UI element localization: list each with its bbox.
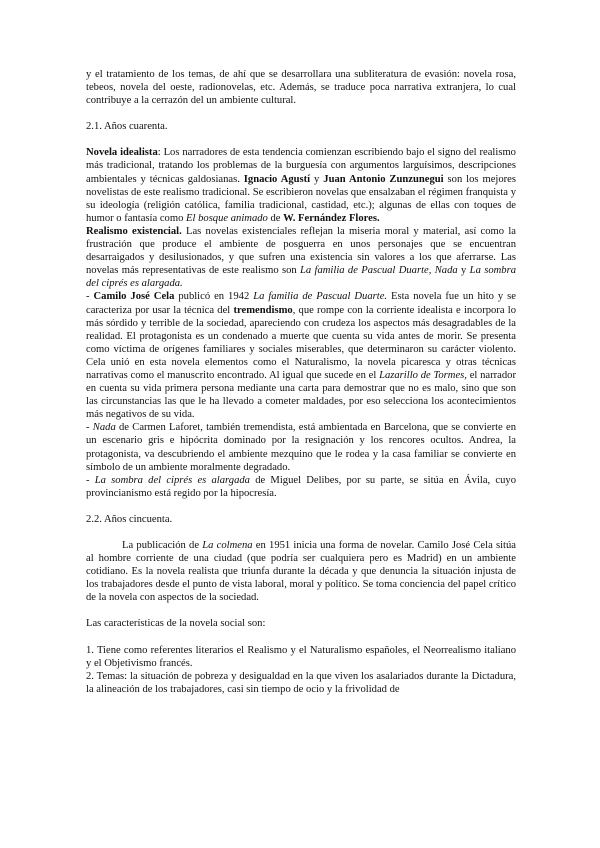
section-heading-1950s: 2.2. Años cincuenta.	[86, 513, 173, 525]
paragraph-novela-idealista	[86, 146, 516, 225]
spacer	[86, 604, 516, 617]
text-segment: : Los narradores de esta tendencia comienzan escribiendo bajo el signo del realismo más tradicional, tratando los problemas de la burguesía con argumentos larguísimos, descripciones ambientales y técnicas galdosianas.	[86, 147, 516, 185]
author-name: W. Fernández Flores.	[283, 212, 380, 224]
list-dash: -	[86, 474, 95, 486]
paragraph-realismo-existencial	[86, 225, 516, 290]
work-title: La sombra del ciprés es alargada	[94, 474, 250, 486]
list-dash: -	[86, 422, 93, 434]
text-segment: publicó en 1942	[174, 291, 254, 303]
spacer	[86, 526, 516, 539]
text-segment: La publicación de	[122, 540, 203, 551]
author-name: Camilo José Cela	[93, 291, 175, 303]
spacer	[86, 107, 516, 120]
list-item: 2. Temas: la situación de pobreza y desigualdad en la que viven los asalariados durante la Dictadura, la alineación de los trabajadores, casi sin tiempo de ocio y la frivolidad de	[86, 670, 516, 695]
work-title: La colmena	[202, 540, 253, 551]
work-title: La familia de Pascual Duarte, Nada	[300, 265, 458, 277]
text-segment: de	[267, 212, 284, 224]
text-segment: , que rompe con la corriente idealista e incorpora lo más sórdido y terrible de la sociedad, apareciendo con crudeza los aspectos más desagradables de la realidad. El protagonista es un condenado a muerte que cuenta su vida antes de morir. Se presenta como víctima de orígenes familiares y sociales miserables, que determinaron su carácter violento. Cela unió en esta novela elementos como el Naturalismo, la novela picaresca y otras técnicas narrativas como el manuscrito encontrado. Al igual que sucede en el	[86, 304, 516, 381]
paragraph-colmena	[86, 539, 516, 604]
spacer	[86, 133, 516, 146]
spacer	[86, 631, 516, 644]
work-title: La sombra del ciprés es alargada.	[86, 265, 516, 290]
text-segment: de Miguel Delibes, por su parte, se sitúa en Ávila, cuyo provincianismo está regido por la hipocresía.	[86, 474, 517, 499]
text-segment: Esta novela fue un hito y se caracteriza por usar la técnica del	[86, 291, 516, 316]
work-title: El bosque animado	[186, 212, 268, 224]
text-segment: son los mejores novelistas de este realismo tradicional. Se escribieron novelas que ensalzaban el régimen franquista y su ideología (religión católica, familia tradicional, castidad, etc.); algunas de ellas con toques de humor o fantasía como	[86, 173, 517, 224]
paragraph-nada	[86, 421, 516, 473]
text-segment: el narrador en cuenta su vida primera persona mediante una carta para demostrar que no es malo, sino que son las circunstancias las que le ha llevado a cometer maldades, por eso selecciona los acontecimientos más negativos de su vida.	[86, 369, 516, 421]
work-title: Nada	[92, 422, 116, 434]
author-name: Juan Antonio Zunzunegui	[323, 173, 444, 185]
term-novela-idealista: Novela idealista	[86, 147, 158, 159]
spacer	[86, 500, 516, 513]
text-segment: y	[310, 173, 324, 185]
work-title: Lazarillo de Tormes,	[379, 369, 467, 381]
document-page	[86, 68, 516, 696]
term-realismo-existencial: Realismo existencial.	[86, 225, 182, 237]
term-tremendismo: tremendismo	[233, 304, 293, 316]
list-dash: -	[86, 291, 94, 303]
work-title: La familia de Pascual Duarte.	[253, 291, 388, 303]
text-segment: Las novelas existenciales reflejan la miseria moral y material, así como la frustración que produce el ambiente de posguerra en unos personajes que se encuentran desarraigados y desilusionados, y que sufren una existencia sin valores a los que aferrarse. Las novelas más representativas de este realismo son	[86, 225, 516, 277]
text-segment: de Carmen Laforet, también tremendista, está ambientada en Barcelona, que se convierte en un escenario gris e hipócrita dominado por la resignación y los rencores ocultos. Andrea, la protagonista, va descubriendo el ambiente mezquino que le rodea y la casa familiar se convierte en símbolo de un ambiente moralmente degradado.	[86, 422, 516, 473]
author-name: Ignacio Agustí	[243, 173, 311, 185]
text-segment: y	[457, 265, 470, 277]
intro-paragraph: y el tratamiento de los temas, de ahí que se desarrollara una subliteratura de evasión: novela rosa, tebeos, novela del oeste, radionovelas, etc. Además, se traduce poca narrativa extranjera, lo cual contribuye a la cerrazón del un ambiente cultural.	[86, 69, 516, 107]
paragraph-cela	[86, 290, 516, 421]
section-heading-1940s: 2.1. Años cuarenta.	[86, 121, 168, 133]
list-item: 1. Tiene como referentes literarios el Realismo y el Naturalismo españoles, el Neorrealismo italiano y el Objetivismo francés.	[86, 644, 516, 669]
paragraph-sombra	[86, 474, 516, 500]
text-segment: en 1951 inicia una forma de novelar. Camilo José Cela sitúa al hombre corriente de una ciudad (que podría ser cualquiera pero es Madrid) en un ambiente cotidiano. Es la novela realista que triunfa durante la década y que denuncia la situación injusta de los trabajadores desde el punto de vista laboral, moral y político. Se toma conciencia del papel crítico de la novela con aspectos de la sociedad.	[86, 540, 516, 604]
paragraph-social-intro: Las características de la novela social son:	[86, 618, 266, 630]
